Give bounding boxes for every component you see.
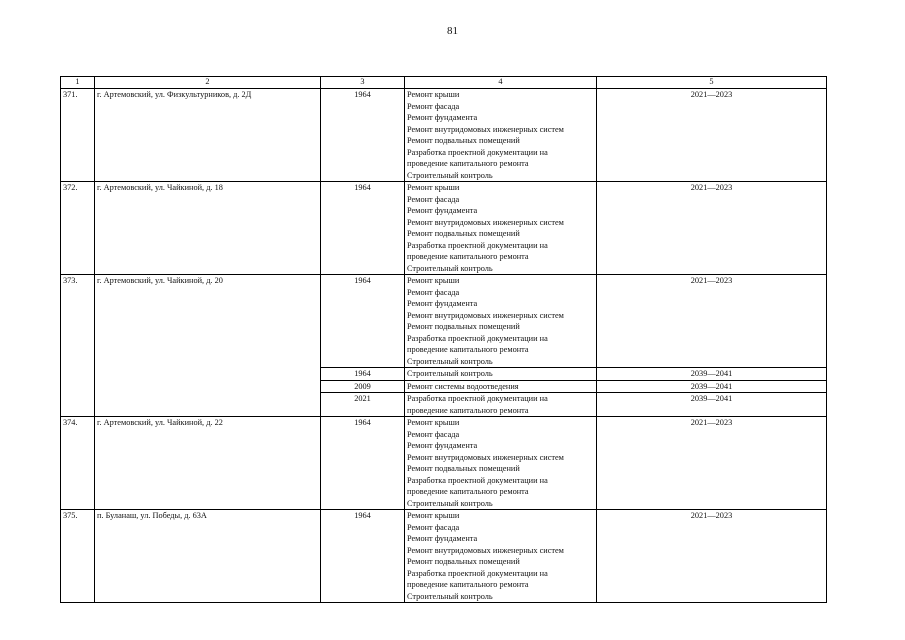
work-item: Ремонт подвальных помещений — [407, 229, 520, 238]
year-cell: 1964 — [321, 368, 405, 381]
work-item: Строительный контроль — [407, 369, 493, 378]
work-item: Ремонт подвальных помещений — [407, 557, 520, 566]
work-item: Ремонт подвальных помещений — [407, 322, 520, 331]
work-item: Ремонт внутридомовых инженерных систем — [407, 124, 564, 134]
work-item: Ремонт крыши — [407, 276, 460, 285]
work-item: Разработка проектной документации на — [407, 147, 548, 157]
table-row — [61, 89, 827, 182]
work-item: Ремонт фундамента — [407, 206, 478, 215]
year-cell: 1964 — [321, 89, 405, 182]
works-cell — [405, 89, 597, 182]
period-cell: 2039—2041 — [597, 368, 827, 381]
work-item: Ремонт крыши — [407, 511, 460, 520]
work-item: Разработка проектной документации на — [407, 568, 548, 578]
row-number: 375. — [61, 510, 95, 603]
work-item: Строительный контроль — [407, 170, 493, 180]
row-number: 371. — [61, 89, 95, 182]
work-item: Ремонт фасада — [407, 287, 460, 297]
table-row — [61, 417, 827, 510]
work-item: проведение капитального ремонта — [407, 252, 529, 261]
table-row — [61, 182, 827, 275]
work-item: Ремонт внутридомовых инженерных систем — [407, 545, 564, 555]
work-item: Разработка проектной документации на — [407, 475, 548, 485]
period-cell: 2021—2023 — [597, 89, 827, 182]
work-item: Разработка проектной документации на — [407, 394, 548, 403]
address-cell: г. Артемовский, ул. Чайкиной, д. 18 — [95, 182, 321, 275]
period-cell: 2021—2023 — [597, 417, 827, 510]
work-item: проведение капитального ремонта — [407, 487, 529, 496]
work-item: Ремонт фундамента — [407, 113, 478, 122]
works-cell — [405, 368, 597, 381]
work-item: проведение капитального ремонта — [407, 159, 529, 168]
year-cell: 1964 — [321, 417, 405, 510]
works-cell — [405, 182, 597, 275]
year-cell: 2009 — [321, 380, 405, 393]
works-cell — [405, 417, 597, 510]
work-item: Разработка проектной документации на — [407, 240, 548, 250]
header-row — [61, 77, 827, 89]
work-item: Ремонт подвальных помещений — [407, 464, 520, 473]
period-cell: 2021—2023 — [597, 510, 827, 603]
work-item: Ремонт крыши — [407, 183, 460, 192]
period-cell: 2021—2023 — [597, 182, 827, 275]
column-header-4: 4 — [405, 77, 597, 89]
work-item: Ремонт внутридомовых инженерных систем — [407, 217, 564, 227]
work-item: Ремонт крыши — [407, 418, 460, 427]
works-cell — [405, 275, 597, 368]
work-item: Строительный контроль — [407, 263, 493, 273]
table-row — [61, 510, 827, 603]
work-item: Ремонт внутридомовых инженерных систем — [407, 310, 564, 320]
column-header-3: 3 — [321, 77, 405, 89]
work-item: проведение капитального ремонта — [407, 345, 529, 354]
work-item: Строительный контроль — [407, 591, 493, 601]
address-cell: г. Артемовский, ул. Физкультурников, д. 2Д — [95, 89, 321, 182]
work-item: Ремонт внутридомовых инженерных систем — [407, 452, 564, 462]
work-item: Строительный контроль — [407, 498, 493, 508]
page-number: 81 — [447, 25, 458, 37]
work-item: Ремонт системы водоотведения — [407, 381, 519, 391]
period-cell: 2039—2041 — [597, 380, 827, 393]
work-item: Разработка проектной документации на — [407, 333, 548, 343]
work-item: Ремонт фундамента — [407, 299, 478, 308]
repair-plan-table — [60, 76, 827, 603]
year-cell: 1964 — [321, 182, 405, 275]
work-item: Ремонт фасада — [407, 194, 460, 204]
work-item: Ремонт фундамента — [407, 441, 478, 450]
row-number: 373. — [61, 275, 95, 417]
row-number: 374. — [61, 417, 95, 510]
column-header-2: 2 — [95, 77, 321, 89]
work-item: Ремонт фундамента — [407, 534, 478, 543]
year-cell: 1964 — [321, 510, 405, 603]
row-number: 372. — [61, 182, 95, 275]
table-row — [61, 275, 827, 368]
works-cell — [405, 380, 597, 393]
works-cell — [405, 393, 597, 417]
work-item: Ремонт фасада — [407, 429, 460, 439]
column-header-1: 1 — [61, 77, 95, 89]
period-cell: 2039—2041 — [597, 393, 827, 417]
works-cell — [405, 510, 597, 603]
address-cell: п. Буланаш, ул. Победы, д. 63А — [95, 510, 321, 603]
year-cell: 2021 — [321, 393, 405, 417]
address-cell: г. Артемовский, ул. Чайкиной, д. 22 — [95, 417, 321, 510]
year-cell: 1964 — [321, 275, 405, 368]
work-item: проведение капитального ремонта — [407, 405, 529, 415]
address-cell: г. Артемовский, ул. Чайкиной, д. 20 — [95, 275, 321, 417]
work-item: Строительный контроль — [407, 356, 493, 366]
work-item: Ремонт крыши — [407, 90, 460, 99]
work-item: проведение капитального ремонта — [407, 580, 529, 589]
work-item: Ремонт фасада — [407, 522, 460, 532]
work-item: Ремонт фасада — [407, 101, 460, 111]
work-item: Ремонт подвальных помещений — [407, 136, 520, 145]
table-body — [61, 89, 827, 603]
period-cell: 2021—2023 — [597, 275, 827, 368]
column-header-5: 5 — [597, 77, 827, 89]
